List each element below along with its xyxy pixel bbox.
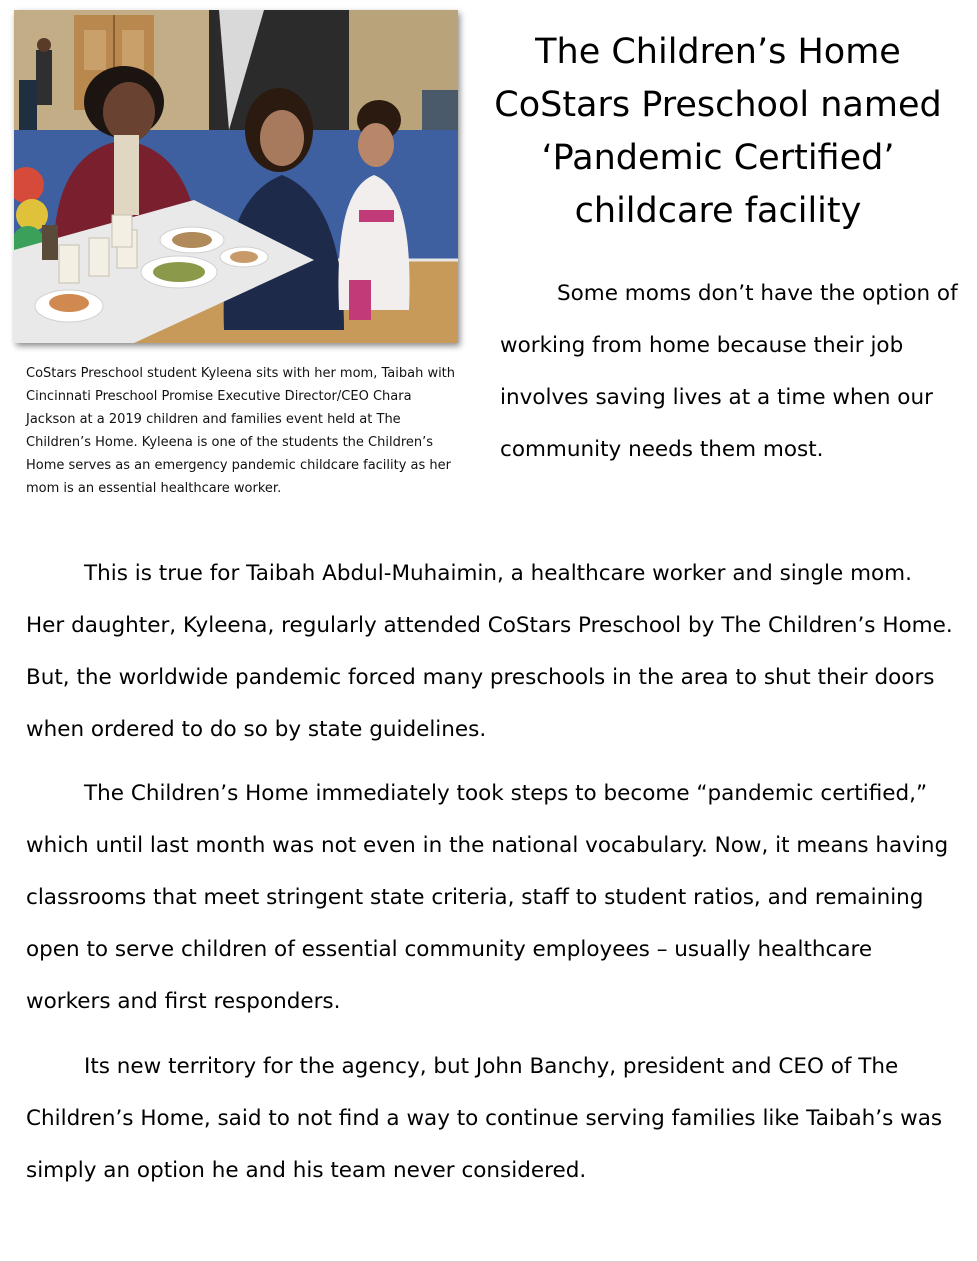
headline-line-2: CoStars Preschool named [494, 85, 942, 125]
body-paragraph-1: This is true for Taibah Abdul-Muhaimin, a healthcare worker and single mom. Her daughter, Kyleena, regularly attended CoStars Preschool by The Children’s Home. But, the worldwide pandemic forced many preschools in the area to shut their doors when ordered to do so by state guidelines. [26, 561, 953, 742]
body-paragraph-2: The Children’s Home immediately took steps to become “pandemic certified,” which until last month was not even in the national vocabulary. Now, it means having classrooms that meet stringent state criteria, staff to student ratios, and remaining open to serve children of essential community employees – usually healthcare workers and first responders. [26, 781, 949, 1014]
intro-paragraph: Some moms don’t have the option of working from home because their job involves saving lives at a time when our community needs them most. [500, 281, 958, 462]
headline [478, 26, 958, 238]
photo-caption: CoStars Preschool student Kyleena sits with her mom, Taibah with Cincinnati Preschool Promise Executive Director/CEO Chara Jackson at a 2019 children and families event held at The Children’s Home. Kyleena is one of the students the Children’s Home serves as an emergency pandemic childcare facility as her mom is an essential healthcare worker. [26, 366, 456, 496]
article-photo [14, 10, 458, 343]
photo-illustration [14, 10, 458, 343]
headline-line-1: The Children’s Home [535, 32, 901, 72]
headline-line-3: ‘Pandemic Certified’ [541, 138, 895, 178]
headline-line-4: childcare facility [574, 191, 862, 231]
body-paragraph-3: Its new territory for the agency, but John Banchy, president and CEO of The Children’s Home, said to not find a way to continue serving families like Taibah’s was simply an option he and his team never considered. [26, 1054, 943, 1183]
